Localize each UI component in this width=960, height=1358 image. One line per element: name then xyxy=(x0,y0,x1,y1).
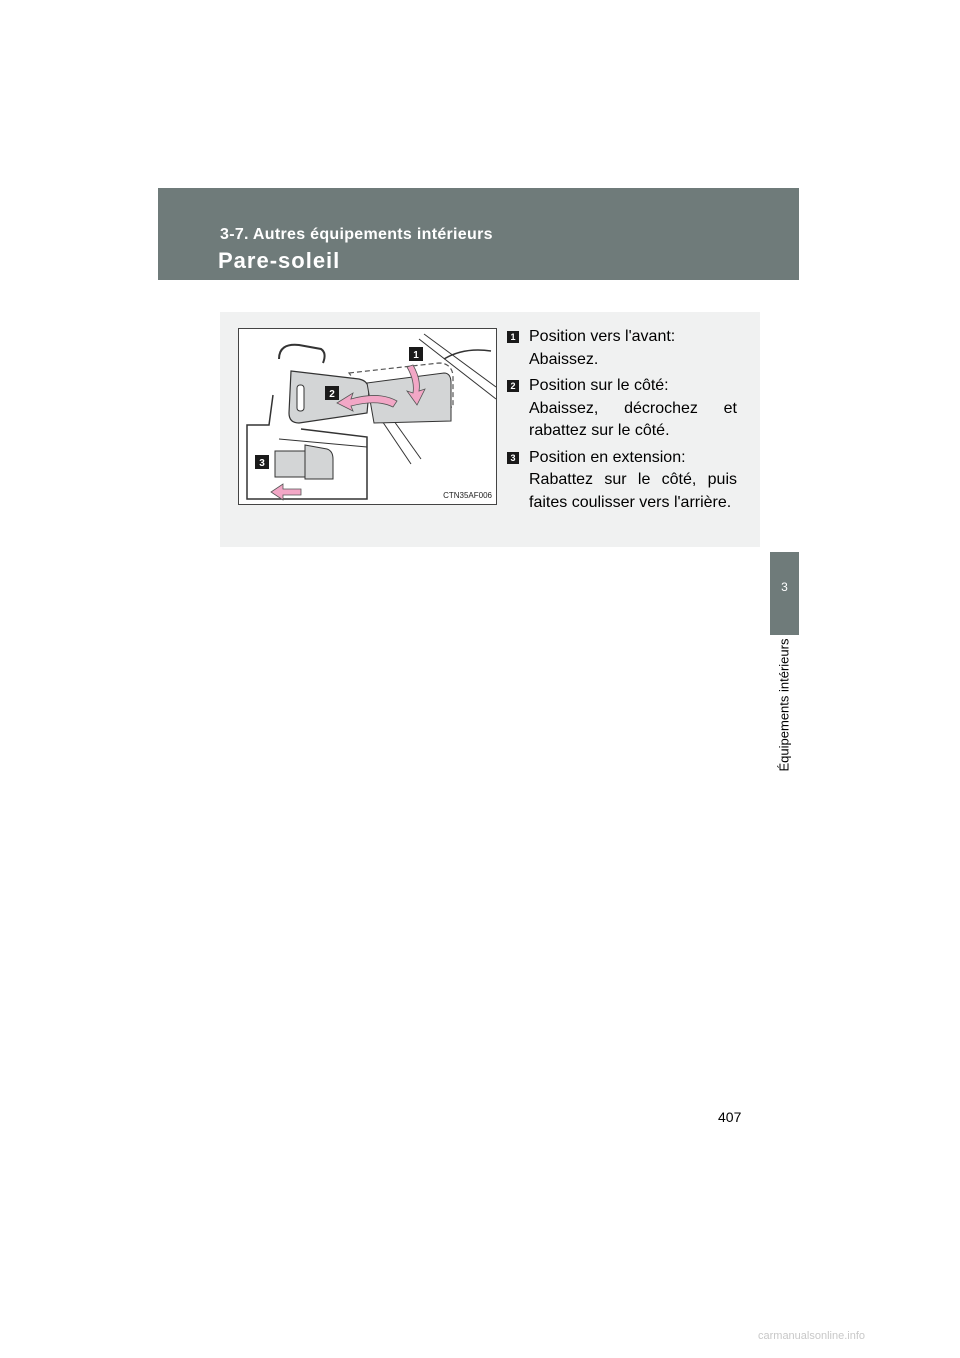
step-item xyxy=(507,447,737,515)
section-title: 3-7. Autres équipements intérieurs xyxy=(220,226,493,243)
step-detail: Rabattez sur le côté, puis faites coulisser vers l'arrière. xyxy=(529,471,737,511)
step-title: Position en extension: xyxy=(529,448,686,466)
callout-number: 1 xyxy=(413,350,419,361)
chapter-number: 3 xyxy=(781,580,788,594)
step-title: Position sur le côté: xyxy=(529,377,669,394)
chapter-tab[interactable] xyxy=(770,552,799,635)
chapter-label: Équipements intérieurs xyxy=(776,638,792,772)
inset-line xyxy=(279,439,367,447)
visor-mirror xyxy=(297,385,304,411)
extended-visor xyxy=(305,445,333,479)
step-title: Position vers l'avant: xyxy=(529,328,676,345)
step-number-badge: 3 xyxy=(507,452,519,464)
step-number-badge: 1 xyxy=(507,331,519,343)
sun-visor-illustration xyxy=(238,328,497,505)
step-list xyxy=(507,326,737,518)
page-title: Pare-soleil xyxy=(218,248,341,273)
footer-watermark[interactable]: carmanualsonline.info xyxy=(758,1330,866,1342)
callout-number: 2 xyxy=(329,389,335,400)
step-item xyxy=(507,326,737,371)
step-number-badge: 2 xyxy=(507,380,519,392)
step-detail: Abaissez, décrochez et rabattez sur le côté. xyxy=(529,399,737,439)
step-detail: Abaissez. xyxy=(529,350,599,368)
step-item xyxy=(507,375,737,443)
callout-number: 3 xyxy=(259,458,265,469)
grab-handle xyxy=(279,345,325,363)
figure-code: CTN35AF006 xyxy=(443,491,492,500)
sun-visor-drawing xyxy=(239,329,496,504)
extension-panel xyxy=(275,451,305,477)
page-number: 407 xyxy=(718,1109,742,1125)
content-box xyxy=(220,312,760,547)
section-header xyxy=(158,188,799,280)
slide-arrow xyxy=(271,484,301,500)
